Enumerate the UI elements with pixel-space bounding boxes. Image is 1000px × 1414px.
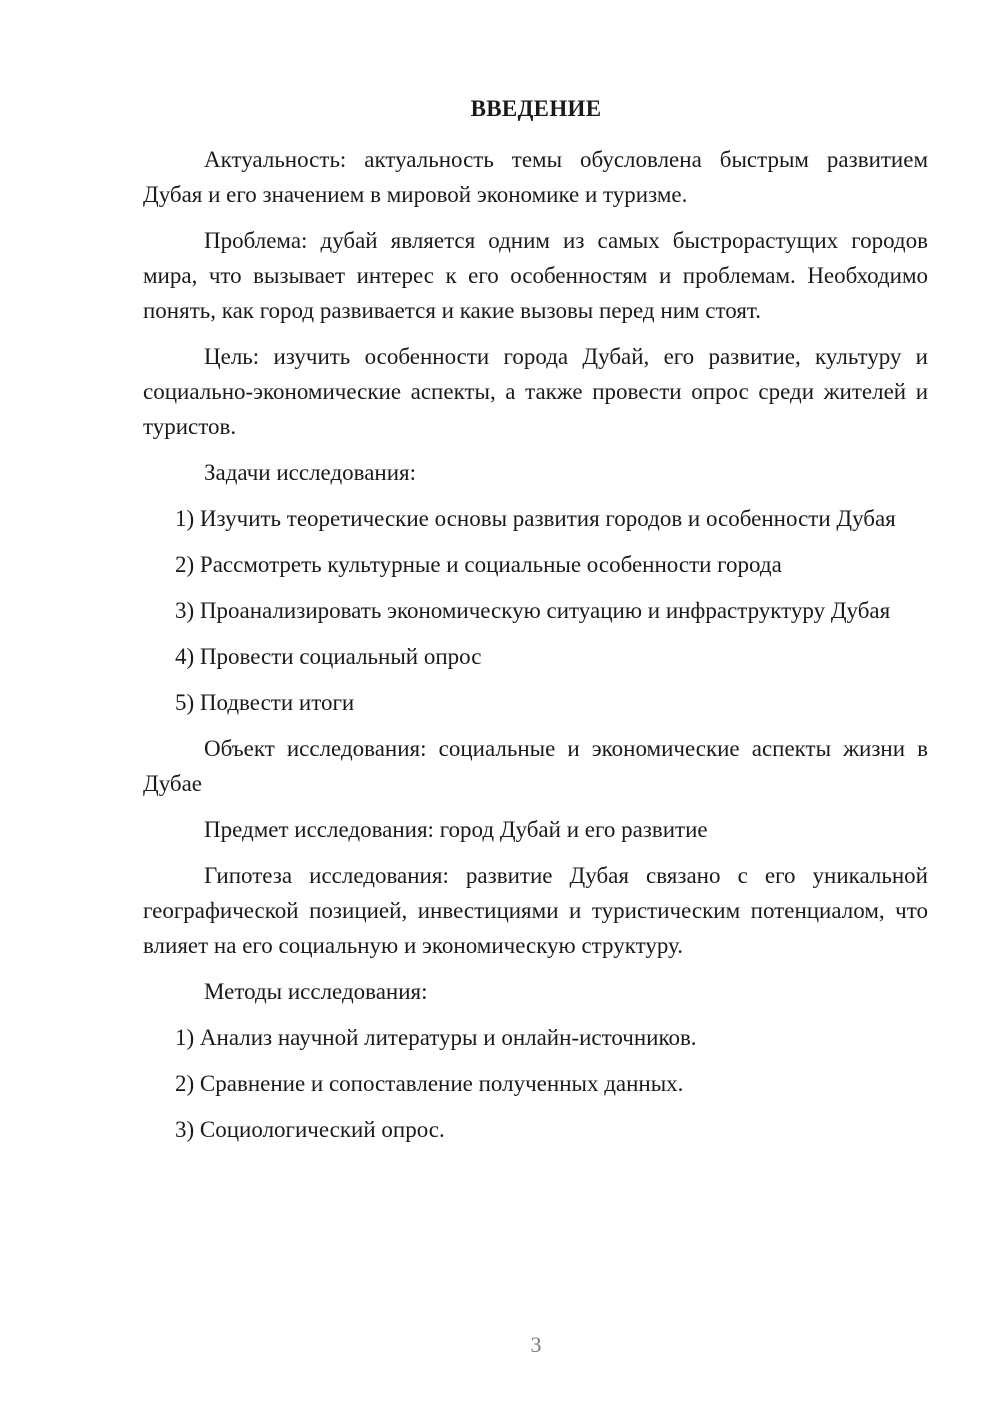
method-item: 3) Социологический опрос.	[175, 1117, 445, 1142]
subject-paragraph: Предмет исследования: город Дубай и его развитие	[204, 817, 708, 842]
section-title: ВВЕДЕНИЕ	[470, 96, 602, 121]
task-item: 2) Рассмотреть культурные и социальные особенности города	[175, 552, 782, 577]
page-number: 3	[530, 1332, 542, 1357]
hypothesis-paragraph: Гипотеза исследования: развитие Дубая связано с его уникальной географической позицией, инвестициями и туристическим потенциалом, что влияет на его социальную и экономическую структуру.	[143, 863, 928, 958]
goal-paragraph: Цель: изучить особенности города Дубай, его развитие, культуру и социально-экономические аспекты, а также провести опрос среди жителей и туристов.	[143, 344, 928, 439]
task-item: 4) Провести социальный опрос	[175, 644, 482, 669]
methods-heading: Методы исследования:	[204, 979, 428, 1004]
object-paragraph: Объект исследования: социальные и экономические аспекты жизни в Дубае	[143, 736, 928, 796]
task-item: 5) Подвести итоги	[175, 690, 355, 715]
method-item: 2) Сравнение и сопоставление полученных данных.	[175, 1071, 684, 1096]
task-item: 3) Проанализировать экономическую ситуацию и инфраструктуру Дубая	[175, 598, 891, 623]
section-body	[143, 142, 928, 1158]
relevance-paragraph: Актуальность: актуальность темы обусловлена быстрым развитием Дубая и его значением в мировой экономике и туризме.	[143, 147, 928, 207]
method-item: 1) Анализ научной литературы и онлайн-источников.	[175, 1025, 697, 1050]
tasks-heading: Задачи исследования:	[204, 460, 417, 485]
task-item: 1) Изучить теоретические основы развития городов и особенности Дубая	[175, 506, 896, 531]
problem-paragraph: Проблема: дубай является одним из самых быстрорастущих городов мира, что вызывает интерес к его особенностям и проблемам. Необходимо понять, как город развивается и какие вызовы перед ним стоят.	[143, 228, 928, 323]
